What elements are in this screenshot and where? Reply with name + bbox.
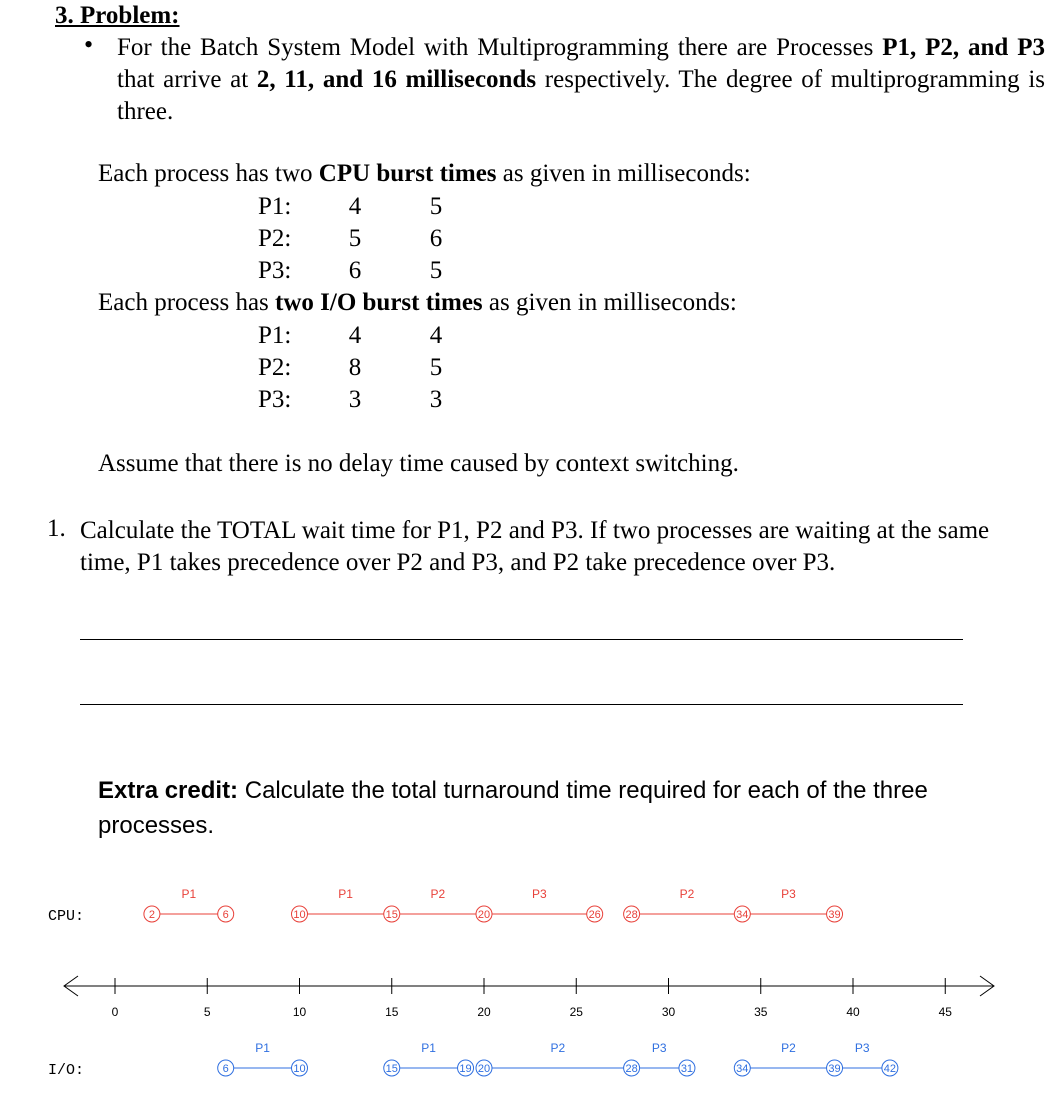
cpu-segment-label: P3 [781,887,796,901]
cpu-time-marker-label: 2 [148,909,155,921]
cpu-time-marker-label: 20 [477,909,491,921]
text-run: For the Batch System Model with Multiprogramming there are Processes [117,34,883,61]
io-burst-first: 8 [348,354,362,381]
axis-tick-label: 10 [292,1005,307,1019]
io-time-marker-label: 31 [680,1063,694,1075]
io-time-marker-label: 15 [385,1063,398,1075]
io-segment-label: P1 [255,1041,270,1055]
question-number: 1. [47,515,66,542]
answer-line[interactable] [80,704,963,705]
text-run: that arrive at [117,66,257,93]
bold-text: P1, P2, and P3 [882,34,1045,61]
cpu-burst-heading [98,160,751,188]
axis-tick-label: 30 [661,1005,676,1019]
io-time-marker-label: 39 [828,1063,841,1075]
cpu-burst-first: 6 [348,257,362,284]
io-burst-row-p3 [258,386,458,416]
cpu-time-marker-label: 26 [588,909,601,921]
cpu-burst-process-label: P2: [258,225,292,252]
io-time-marker-label: 10 [293,1063,306,1075]
extra-credit-label: Extra credit: [98,777,239,804]
cpu-burst-process-label: P3: [258,257,292,284]
cpu-segment-label: P2 [430,887,446,901]
io-segment-label: P3 [651,1041,667,1055]
io-burst-first: 3 [348,386,362,413]
cpu-time-marker-label: 10 [293,909,306,921]
io-burst-process-label: P2: [258,354,292,381]
axis-tick-label: 0 [111,1005,119,1019]
io-time-marker-label: 20 [477,1063,491,1075]
answer-line[interactable] [80,639,963,640]
cpu-time-marker-label: 6 [222,909,229,921]
io-burst-second: 3 [429,386,443,413]
axis-tick-label: 25 [569,1005,583,1019]
cpu-time-marker-label: 34 [736,909,749,921]
cpu-burst-second: 5 [429,257,443,284]
cpu-burst-row-p1 [258,193,458,223]
cpu-burst-first: 5 [348,225,362,252]
io-burst-row-p2 [258,354,458,384]
io-time-marker-label: 6 [222,1063,229,1075]
cpu-burst-process-label: P1: [258,193,292,220]
io-burst-process-label: P3: [258,386,292,413]
io-burst-row-p1 [258,322,458,352]
io-time-marker-label: 42 [883,1063,897,1075]
problem-title: 3. Problem: [55,2,180,29]
cpu-burst-second: 5 [429,193,443,220]
io-time-marker-label: 19 [459,1063,472,1075]
cpu-time-marker-label: 39 [828,909,841,921]
axis-tick-label: 15 [385,1005,399,1019]
axis-tick-label: 40 [846,1005,860,1019]
io-segment-label: P2 [550,1041,566,1055]
text-run: as given in milliseconds: [482,289,737,316]
cpu-segment-label: P3 [532,887,547,901]
io-row-label: I/O: [48,1062,85,1079]
io-burst-second: 5 [429,354,443,381]
cpu-burst-row-p3 [258,257,458,287]
io-segment-label: P2 [781,1041,796,1055]
io-segment-label: P3 [854,1041,870,1055]
cpu-burst-first: 4 [348,193,362,220]
problem-intro [117,32,1045,128]
text-run: respectively. The degree of multiprogramming is three. [117,66,1045,125]
io-time-marker-label: 34 [736,1063,749,1075]
cpu-segment-label: P2 [679,887,695,901]
extra-credit-text: Calculate the total turnaround time required for each of the three processes. [98,777,928,839]
text-run: as given in milliseconds: [496,160,751,187]
question-text: Calculate the TOTAL wait time for P1, P2 and P3. If two processes are waiting at the same time, P1 takes precedence over P2 and P3, and P2 take precedence over P3. [80,517,990,576]
gantt-timeline [0,870,1060,1096]
axis-tick-label: 35 [754,1005,768,1019]
io-burst-process-label: P1: [258,322,292,349]
assumption-text: Assume that there is no delay time caused by context switching. [98,450,739,477]
cpu-burst-row-p2 [258,225,458,255]
io-segment-label: P1 [421,1041,436,1055]
cpu-time-marker-label: 15 [385,909,398,921]
cpu-segment-label: P1 [181,887,197,901]
io-burst-heading [98,289,737,317]
cpu-row-label: CPU: [48,908,85,925]
io-burst-second: 4 [429,322,443,349]
cpu-segment-label: P1 [338,887,353,901]
bold-text: CPU burst times [318,160,497,187]
io-burst-first: 4 [348,322,362,349]
axis-tick-label: 20 [477,1005,491,1019]
axis-tick-label: 45 [938,1005,952,1019]
bold-text: two I/O burst times [275,289,483,316]
bold-text: 2, 11, and 16 milliseconds [256,66,537,93]
text-run: Each process has [98,289,276,316]
bullet-point-icon: • [84,30,94,59]
cpu-time-marker-label: 28 [625,909,638,921]
cpu-burst-second: 6 [429,225,443,252]
io-time-marker-label: 28 [625,1063,638,1075]
text-run: Each process has two [98,160,319,187]
extra-credit [98,773,1038,843]
axis-tick-label: 5 [203,1005,211,1019]
